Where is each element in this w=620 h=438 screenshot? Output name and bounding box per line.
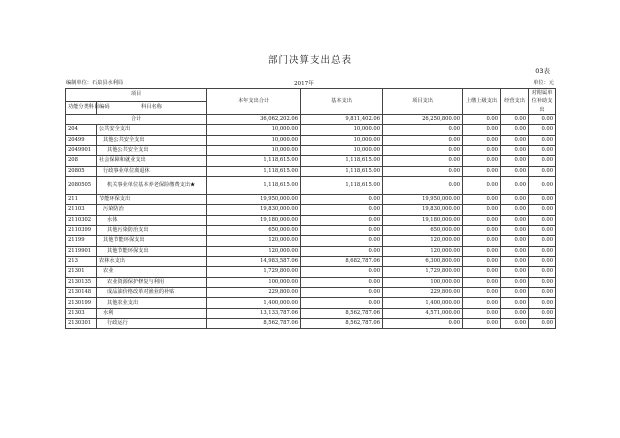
basic-cell: 10,000.00 <box>301 135 383 145</box>
total-cell: 36,062,202.06 <box>207 114 301 124</box>
table-row <box>66 195 556 205</box>
business-cell: 0.00 <box>501 156 529 166</box>
table-row <box>66 288 556 298</box>
project-cell: 19,830,000.00 <box>383 205 463 215</box>
business-cell: 0.00 <box>501 246 529 256</box>
header-func-code: 功能分类科目编码 <box>66 101 97 114</box>
total-cell: 10,000.00 <box>207 145 301 155</box>
subsidy-cell: 0.00 <box>529 267 556 277</box>
basic-cell: 1,118,615.00 <box>301 166 383 176</box>
business-cell: 0.00 <box>501 177 529 195</box>
upper-cell: 0.00 <box>463 125 501 135</box>
table-row <box>66 298 556 308</box>
upper-cell: 0.00 <box>463 166 501 176</box>
table-row <box>66 135 556 145</box>
code-cell: 2119901 <box>66 246 97 256</box>
subject-name-cell: 其他公共安全支出 <box>97 135 207 145</box>
upper-cell: 0.00 <box>463 236 501 246</box>
basic-cell: 0.00 <box>301 277 383 287</box>
table-row <box>66 205 556 215</box>
subject-name-cell: 其他农业支出 <box>97 298 207 308</box>
upper-cell: 0.00 <box>463 319 501 329</box>
business-cell: 0.00 <box>501 205 529 215</box>
subject-name-cell: 公共安全支出 <box>97 125 207 135</box>
table-row <box>66 308 556 318</box>
subject-name-cell: 节能环保支出 <box>97 195 207 205</box>
total-label: 合计 <box>66 114 207 124</box>
code-cell: 20499 <box>66 135 97 145</box>
total-cell: 1,729,800.00 <box>207 267 301 277</box>
meta-line <box>66 79 554 88</box>
upper-cell: 0.00 <box>463 257 501 267</box>
project-cell: 1,729,800.00 <box>383 267 463 277</box>
header-total: 本年支出合计 <box>207 89 301 115</box>
code-cell: 213 <box>66 257 97 267</box>
subject-name-cell: 农业 <box>97 267 207 277</box>
subsidy-cell: 0.00 <box>529 125 556 135</box>
total-cell: 19,180,000.00 <box>207 215 301 225</box>
total-cell: 1,118,615.00 <box>207 177 301 195</box>
total-cell: 19,830,000.00 <box>207 205 301 215</box>
upper-cell: 0.00 <box>463 145 501 155</box>
upper-cell: 0.00 <box>463 205 501 215</box>
basic-cell: 0.00 <box>301 288 383 298</box>
header-project-exp: 项目支出 <box>383 89 463 115</box>
subsidy-cell: 0.00 <box>529 205 556 215</box>
subsidy-cell: 0.00 <box>529 145 556 155</box>
upper-cell: 0.00 <box>463 156 501 166</box>
business-cell: 0.00 <box>501 298 529 308</box>
business-cell: 0.00 <box>501 267 529 277</box>
header-project: 项目 <box>66 89 207 102</box>
code-cell: 204 <box>66 125 97 135</box>
subject-name-cell: 行政运行 <box>97 319 207 329</box>
code-cell: 2080505 <box>66 177 97 195</box>
code-cell: 2130148 <box>66 288 97 298</box>
subsidy-cell: 0.00 <box>529 257 556 267</box>
project-cell: 650,000.00 <box>383 226 463 236</box>
basic-cell: 0.00 <box>301 226 383 236</box>
subsidy-cell: 0.00 <box>529 195 556 205</box>
year-label: 2017年 <box>294 81 314 87</box>
table-row <box>66 156 556 166</box>
table-row <box>66 145 556 155</box>
subsidy-cell: 0.00 <box>529 277 556 287</box>
project-cell: 0.00 <box>383 135 463 145</box>
basic-cell: 0.00 <box>301 195 383 205</box>
subsidy-cell: 0.00 <box>529 298 556 308</box>
business-cell: 0.00 <box>501 236 529 246</box>
project-cell: 0.00 <box>383 177 463 195</box>
header-upper: 上缴上级支出 <box>463 89 501 115</box>
business-cell: 0.00 <box>501 277 529 287</box>
upper-cell: 0.00 <box>463 215 501 225</box>
total-cell: 13,133,787.06 <box>207 308 301 318</box>
table-row <box>66 215 556 225</box>
subject-name-cell: 社会保障和就业支出 <box>97 156 207 166</box>
code-cell: 208 <box>66 156 97 166</box>
subject-name-cell: 其他公共安全支出 <box>97 145 207 155</box>
business-cell: 0.00 <box>501 257 529 267</box>
business-cell: 0.00 <box>501 288 529 298</box>
project-cell: 0.00 <box>383 156 463 166</box>
page-title: 部门决算支出总表 <box>267 55 352 66</box>
project-cell: 229,800.00 <box>383 288 463 298</box>
subject-name-cell: 农业资源保护修复与利用 <box>97 277 207 287</box>
subject-name-cell: 其他节能环保支出 <box>97 236 207 246</box>
unit-label: 单位：元 <box>533 80 554 86</box>
basic-cell: 8,562,787.06 <box>301 319 383 329</box>
upper-cell: 0.00 <box>463 177 501 195</box>
project-cell: 0.00 <box>383 166 463 176</box>
total-cell: 1,118,615.00 <box>207 166 301 176</box>
subject-name-cell: 水体 <box>97 215 207 225</box>
total-cell: 8,562,787.06 <box>207 319 301 329</box>
business-cell: 0.00 <box>501 226 529 236</box>
basic-cell: 8,562,787.06 <box>301 308 383 318</box>
upper-cell: 0.00 <box>463 298 501 308</box>
total-cell: 10,000.00 <box>207 125 301 135</box>
subject-name-cell: 其他节能环保支出 <box>97 246 207 256</box>
table-row <box>66 267 556 277</box>
project-cell: 19,180,000.00 <box>383 215 463 225</box>
code-cell: 211 <box>66 195 97 205</box>
table-row <box>66 246 556 256</box>
table-row <box>66 319 556 329</box>
total-cell: 19,950,000.00 <box>207 195 301 205</box>
business-cell: 0.00 <box>501 308 529 318</box>
upper-cell: 0.00 <box>463 288 501 298</box>
project-cell: 1,400,000.00 <box>383 298 463 308</box>
basic-cell: 0.00 <box>301 267 383 277</box>
total-cell: 1,118,615.00 <box>207 156 301 166</box>
business-cell: 0.00 <box>501 215 529 225</box>
subsidy-cell: 0.00 <box>529 288 556 298</box>
upper-cell: 0.00 <box>463 226 501 236</box>
project-cell: 0.00 <box>383 145 463 155</box>
code-cell: 21303 <box>66 308 97 318</box>
subject-name-cell: 成品油价格改革对渔业的补贴 <box>97 288 207 298</box>
subsidy-cell: 0.00 <box>529 177 556 195</box>
subject-name-cell: 机关事业单位基本养老保险缴费支出★ <box>97 177 207 195</box>
business-cell: 0.00 <box>501 319 529 329</box>
header-basic: 基本支出 <box>301 89 383 115</box>
basic-cell: 0.00 <box>301 298 383 308</box>
header-subject-name: 科目名称 <box>97 101 207 114</box>
code-cell: 2130135 <box>66 277 97 287</box>
code-cell: 2130301 <box>66 319 97 329</box>
subsidy-cell: 0.00 <box>529 236 556 246</box>
org-label: 编制单位：石泉县水利局 <box>66 80 124 86</box>
subsidy-cell: 0.00 <box>529 135 556 145</box>
subsidy-cell: 0.00 <box>529 246 556 256</box>
total-cell: 100,000.00 <box>207 277 301 287</box>
code-cell: 20805 <box>66 166 97 176</box>
code-cell: 21103 <box>66 205 97 215</box>
total-cell: 10,000.00 <box>207 135 301 145</box>
table-row <box>66 177 556 195</box>
basic-cell: 0.00 <box>301 236 383 246</box>
basic-cell: 8,682,787.06 <box>301 257 383 267</box>
code-cell: 21301 <box>66 267 97 277</box>
upper-cell: 0.00 <box>463 246 501 256</box>
project-cell: 120,000.00 <box>383 236 463 246</box>
total-cell: 229,800.00 <box>207 288 301 298</box>
table-row <box>66 166 556 176</box>
basic-cell: 1,118,615.00 <box>301 156 383 166</box>
header-subsidy: 对附属单位补助支出 <box>529 89 556 115</box>
project-cell: 100,000.00 <box>383 277 463 287</box>
business-cell: 0.00 <box>501 135 529 145</box>
total-cell: 120,000.00 <box>207 236 301 246</box>
expenditure-table <box>65 88 556 329</box>
subsidy-cell: 0.00 <box>529 156 556 166</box>
subject-name-cell: 污染防治 <box>97 205 207 215</box>
table-row <box>66 257 556 267</box>
subsidy-cell: 0.00 <box>529 226 556 236</box>
total-cell: 14,983,587.06 <box>207 257 301 267</box>
total-business-cell: 0.00 <box>501 114 529 124</box>
code-cell: 2130199 <box>66 298 97 308</box>
business-cell: 0.00 <box>501 145 529 155</box>
code-cell: 2110302 <box>66 215 97 225</box>
basic-cell: 1,118,615.00 <box>301 177 383 195</box>
total-cell: 120,000.00 <box>207 246 301 256</box>
upper-cell: 0.00 <box>463 267 501 277</box>
project-cell: 0.00 <box>383 125 463 135</box>
table-row <box>66 236 556 246</box>
total-basic-cell: 9,811,402.06 <box>301 114 383 124</box>
project-cell: 120,000.00 <box>383 246 463 256</box>
total-cell: 650,000.00 <box>207 226 301 236</box>
subsidy-cell: 0.00 <box>529 215 556 225</box>
upper-cell: 0.00 <box>463 308 501 318</box>
basic-cell: 0.00 <box>301 215 383 225</box>
basic-cell: 10,000.00 <box>301 125 383 135</box>
upper-cell: 0.00 <box>463 277 501 287</box>
subsidy-cell: 0.00 <box>529 319 556 329</box>
table-row <box>66 226 556 236</box>
total-row <box>66 114 556 124</box>
table-row <box>66 277 556 287</box>
project-cell: 4,571,000.00 <box>383 308 463 318</box>
upper-cell: 0.00 <box>463 135 501 145</box>
basic-cell: 0.00 <box>301 205 383 215</box>
code-cell: 21199 <box>66 236 97 246</box>
business-cell: 0.00 <box>501 166 529 176</box>
basic-cell: 10,000.00 <box>301 145 383 155</box>
total-cell: 1,400,000.00 <box>207 298 301 308</box>
project-cell: 0.00 <box>383 319 463 329</box>
business-cell: 0.00 <box>501 195 529 205</box>
subject-name-cell: 水利 <box>97 308 207 318</box>
basic-cell: 0.00 <box>301 246 383 256</box>
subsidy-cell: 0.00 <box>529 166 556 176</box>
project-cell: 6,300,800.00 <box>383 257 463 267</box>
form-code: 03表 <box>535 67 550 75</box>
project-cell: 19,950,000.00 <box>383 195 463 205</box>
subsidy-cell: 0.00 <box>529 308 556 318</box>
subject-name-cell: 行政事业单位离退休 <box>97 166 207 176</box>
upper-cell: 0.00 <box>463 195 501 205</box>
total-subsidy-cell: 0.00 <box>529 114 556 124</box>
code-cell: 2110399 <box>66 226 97 236</box>
code-cell: 2049901 <box>66 145 97 155</box>
subject-name-cell: 农林水支出 <box>97 257 207 267</box>
business-cell: 0.00 <box>501 125 529 135</box>
table-row <box>66 125 556 135</box>
header-business: 经营支出 <box>501 89 529 115</box>
subject-name-cell: 其他污染防治支出 <box>97 226 207 236</box>
total-upper-cell: 0.00 <box>463 114 501 124</box>
total-project-cell: 26,250,800.00 <box>383 114 463 124</box>
